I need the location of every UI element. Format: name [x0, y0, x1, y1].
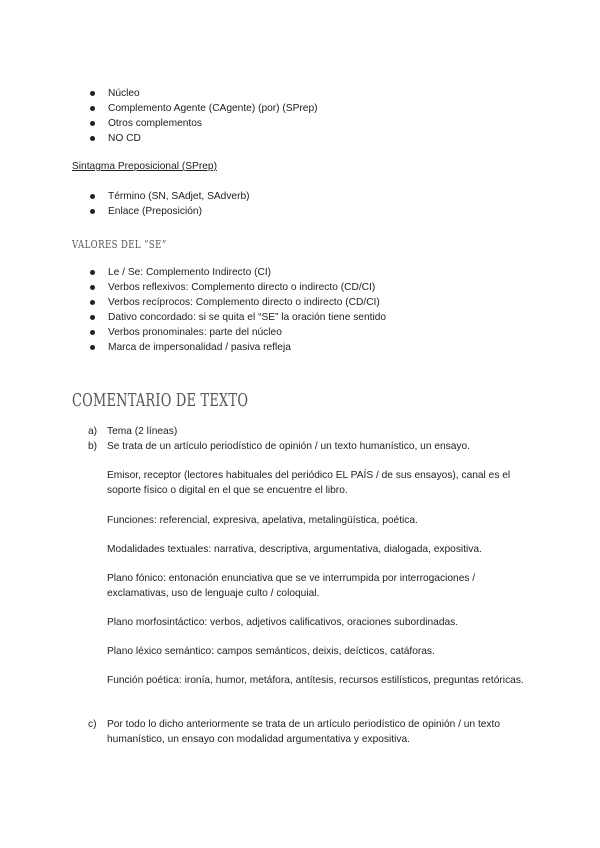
- list-item: Término (SN, SAdjet, SAdverb): [90, 189, 250, 204]
- item-text: Tema (2 líneas): [107, 426, 178, 437]
- paragraph-plano-lexico: Plano léxico semántico: campos semánticos, deixis, deícticos, catáforas.: [107, 646, 435, 657]
- list-item: Enlace (Preposición): [90, 204, 250, 219]
- bullet-list-components: [90, 86, 318, 146]
- paragraph-funciones: Funciones: referencial, expresiva, apelativa, metalingüística, poética.: [107, 515, 418, 526]
- sprep-heading: Sintagma Preposicional (SPrep): [72, 161, 217, 172]
- list-item: Núcleo: [90, 86, 318, 101]
- item-marker: b): [88, 441, 98, 452]
- item-marker: c): [88, 719, 97, 730]
- list-item: Verbos recíprocos: Complemento directo o indirecto (CD/CI): [90, 295, 386, 310]
- bullet-list-sprep: [90, 189, 250, 219]
- list-item: Complemento Agente (CAgente) (por) (SPrep): [90, 101, 318, 116]
- item-marker: a): [88, 426, 98, 437]
- paragraph-plano-fonico: Plano fónico: entonación enunciativa que se ve interrumpida por interrogaciones / exclamativas, uso de lenguaje culto / coloquial.: [107, 573, 476, 599]
- item-text: Se trata de un artículo periodístico de opinión / un texto humanístico, un ensayo.: [107, 441, 471, 452]
- list-item: Otros complementos: [90, 116, 318, 131]
- list-item: Marca de impersonalidad / pasiva refleja: [90, 340, 386, 355]
- paragraph-modalidades: Modalidades textuales: narrativa, descriptiva, argumentativa, dialogada, expositiva.: [107, 544, 482, 555]
- list-item: Dativo concordado: si se quita el “SE” la oración tiene sentido: [90, 310, 386, 325]
- paragraph-plano-morfosintactico: Plano morfosintáctico: verbos, adjetivos calificativos, oraciones subordinadas.: [107, 617, 459, 628]
- bullet-list-se-values: [90, 265, 386, 355]
- list-item: NO CD: [90, 131, 318, 146]
- list-item: Verbos pronominales: parte del núcleo: [90, 325, 386, 340]
- se-values-heading: VALORES DEL “SE”: [72, 238, 167, 251]
- item-text: Por todo lo dicho anteriormente se trata de un artículo periodístico de opinión / un texto humanístico, un ensayo con modalidad argumentativa y expositiva.: [107, 719, 501, 745]
- paragraph-emisor: Emisor, receptor (lectores habituales del periódico EL PAÍS / de sus ensayos), canal es el soporte físico o digital en el que se encuentre el libro.: [107, 470, 511, 496]
- list-item: Le / Se: Complemento Indirecto (CI): [90, 265, 386, 280]
- list-item: Verbos reflexivos: Complemento directo o indirecto (CD/CI): [90, 280, 386, 295]
- paragraph-funcion-poetica: Función poética: ironía, humor, metáfora, antítesis, recursos estilísticos, preguntas retóricas.: [107, 675, 524, 686]
- comentario-heading: COMENTARIO DE TEXTO: [72, 390, 249, 411]
